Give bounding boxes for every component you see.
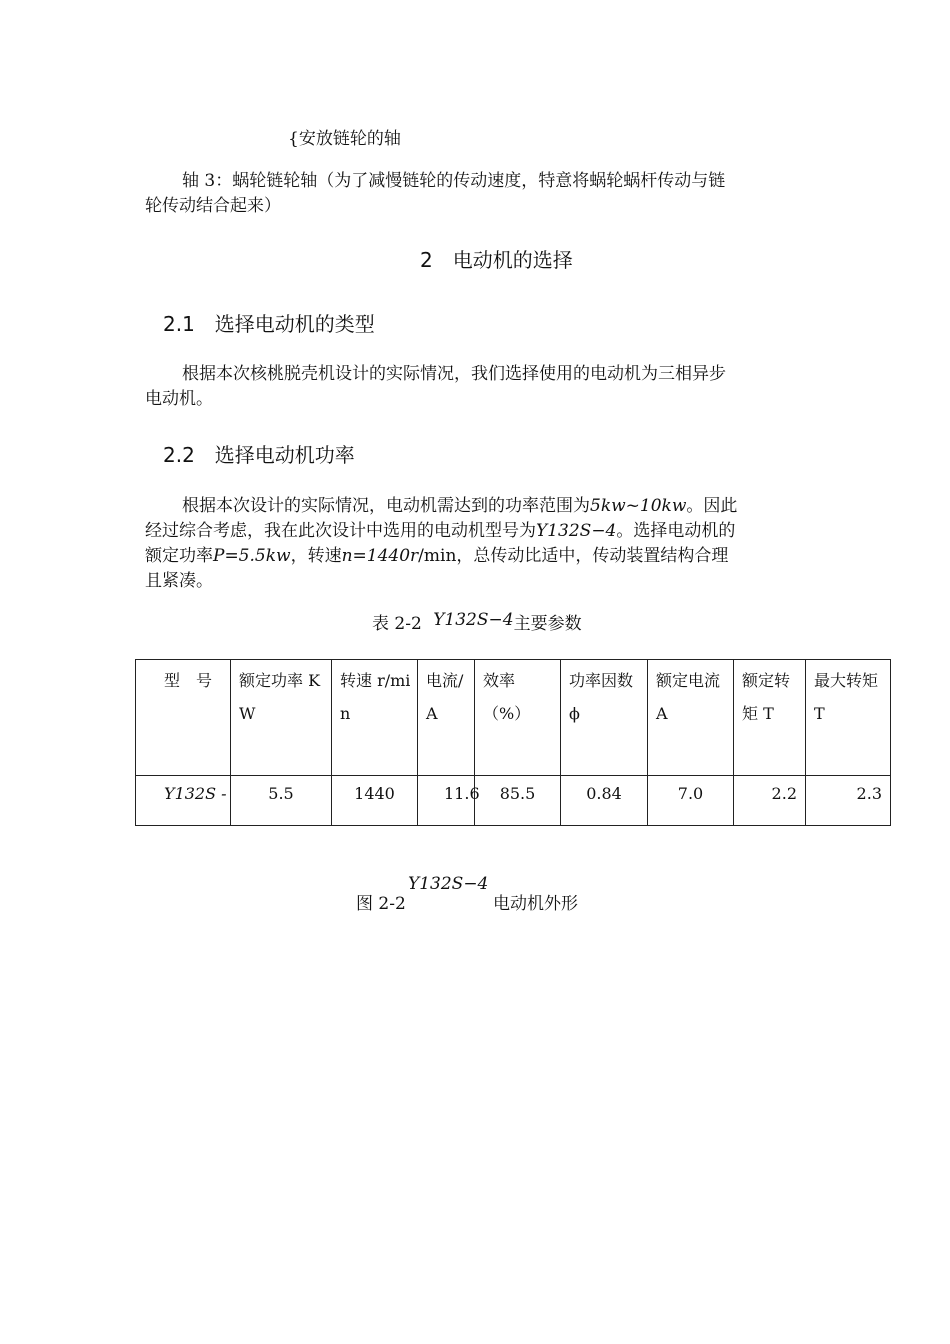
table-header-row (136, 660, 891, 776)
figure-caption-prefix: 图 2-2 (356, 894, 406, 914)
motor-model-math: Y132S−4 (536, 521, 617, 541)
header-cell: 电流/A (418, 660, 475, 776)
figure-caption-model: Y132S−4 (408, 874, 489, 894)
caption-prefix: 表 2-2 (372, 614, 422, 634)
text-run: ，总传动比适中，传动装置结构合理 (456, 546, 729, 566)
speed-math: n=1440r (341, 546, 419, 566)
section-2-1-para-2: 电动机。 (145, 389, 213, 409)
table-cell: 5.5 (231, 776, 332, 826)
header-cell: 效率（%） (475, 660, 561, 776)
table-cell: 1440 (332, 776, 418, 826)
figure-caption-suffix: 电动机外形 (493, 894, 578, 914)
section-2-2-line-4: 且紧凑。 (145, 571, 213, 591)
header-cell: 最大转矩 T (806, 660, 891, 776)
caption-suffix: 主要参数 (513, 614, 582, 634)
text-run: 根据本次设计的实际情况，电动机需达到的功率范围为 (182, 496, 590, 516)
table-cell: 2.2 (734, 776, 806, 826)
table-cell: 0.84 (561, 776, 648, 826)
text-run: 。选择电动机的 (616, 521, 736, 541)
header-cell: 功率因数ϕ (561, 660, 648, 776)
power-range-math: 5kw~10kw (590, 496, 687, 516)
section-2-2-line-1 (182, 494, 737, 519)
text-run: /min (418, 546, 457, 566)
table-cell: 85.5 (475, 776, 561, 826)
table-cell-model: Y132S - (136, 776, 231, 826)
text-run: 额定功率 (145, 546, 213, 566)
shaft3-line-2: 轮传动结合起来） (145, 196, 281, 216)
table-cell: 2.3 (806, 776, 891, 826)
section-2-2-title: 2.2 选择电动机功率 (163, 443, 355, 467)
header-cell: 额定功率 KW (231, 660, 332, 776)
text-run: 。因此 (686, 496, 738, 516)
text-run: ，转速 (290, 546, 342, 566)
rated-power-math: P=5.5kw (213, 546, 291, 566)
header-cell: 转速 r/min (332, 660, 418, 776)
text-run: 经过综合考虑，我在此次设计中选用的电动机型号为 (145, 521, 536, 541)
table-caption (372, 609, 582, 634)
motor-spec-table (135, 659, 891, 826)
table-row (136, 776, 891, 826)
section-2-1-para-1: 根据本次核桃脱壳机设计的实际情况，我们选择使用的电动机为三相异步 (182, 364, 726, 384)
section-2-2-line-2 (145, 519, 735, 544)
section-2-title: 2 电动机的选择 (420, 248, 573, 272)
section-2-2-line-3 (145, 544, 728, 569)
section-2-1-title: 2.1 选择电动机的类型 (163, 312, 375, 336)
table-cell: 7.0 (648, 776, 734, 826)
header-cell: 额定电流 A (648, 660, 734, 776)
table-cell: 11.6 (418, 776, 475, 826)
header-cell: 型 号 (136, 660, 231, 776)
caption-model: Y132S−4 (433, 610, 514, 630)
shaft3-line-1: 轴 3：蜗轮链轮轴（为了减慢链轮的传动速度，特意将蜗轮蜗杆传动与链 (182, 171, 726, 191)
shaft-note: {安放链轮的轴 (288, 129, 401, 149)
header-cell: 额定转矩 T (734, 660, 806, 776)
